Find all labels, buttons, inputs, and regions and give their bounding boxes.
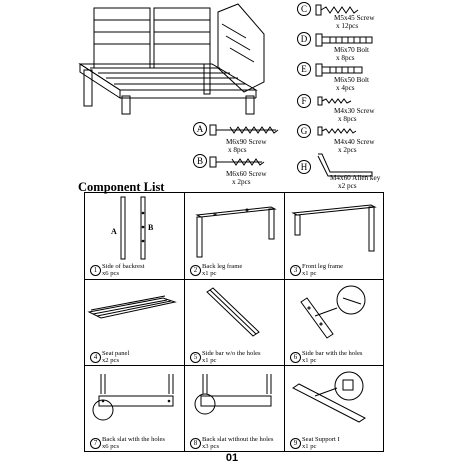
side-bar-no-holes-icon bbox=[185, 280, 285, 350]
allen-key-icon bbox=[316, 152, 376, 176]
hardware-a-name: M6x90 Screw bbox=[226, 138, 267, 146]
component-1-qty: x6 pcs bbox=[102, 270, 120, 277]
component-6-caption bbox=[290, 350, 362, 364]
component-8-caption bbox=[190, 436, 273, 450]
component-5-label: Side bar w/o the holes bbox=[202, 350, 261, 357]
small-screw-icon bbox=[318, 126, 358, 136]
hardware-f-name: M4x30 Screw bbox=[334, 107, 375, 115]
sofa-illustration-icon bbox=[80, 2, 280, 117]
component-3-number: 3 bbox=[290, 265, 301, 276]
component-9-label: Seat Support I bbox=[302, 436, 340, 443]
hardware-b-name: M6x60 Screw bbox=[226, 170, 267, 178]
hardware-b-qty: x 2pcs bbox=[232, 178, 251, 186]
component-4-number: 4 bbox=[90, 352, 101, 363]
bolt-icon bbox=[316, 64, 366, 76]
component-1-number: 1 bbox=[90, 265, 101, 276]
component-grid bbox=[84, 192, 384, 452]
hardware-c-qty: x 12pcs bbox=[336, 22, 359, 30]
hardware-letter-e: E bbox=[297, 62, 311, 76]
hardware-letter-g: G bbox=[297, 124, 311, 138]
component-1-label: Side of backrest bbox=[102, 263, 145, 270]
side-label-a: A bbox=[111, 227, 117, 236]
component-4-caption bbox=[90, 350, 129, 364]
component-2-qty: x1 pc bbox=[202, 270, 217, 277]
hardware-letter-b: B bbox=[193, 154, 207, 168]
hardware-h-name: M4x60 Allen key bbox=[330, 174, 381, 182]
component-2-label: Back leg frame bbox=[202, 263, 243, 270]
component-7-qty: x6 pcs bbox=[102, 443, 120, 450]
back-slat-with-holes-icon bbox=[85, 366, 185, 436]
component-6-qty: x1 pc bbox=[302, 357, 317, 364]
screw-icon bbox=[210, 156, 270, 168]
component-5-caption bbox=[190, 350, 261, 364]
component-1-caption bbox=[90, 263, 144, 277]
long-screw-icon bbox=[210, 124, 280, 136]
hardware-letter-h: H bbox=[297, 160, 311, 174]
hardware-e-name: M6x50 Bolt bbox=[334, 76, 369, 84]
component-6-number: 6 bbox=[290, 352, 301, 363]
component-9-number: 9 bbox=[290, 438, 301, 449]
page-number: 01 bbox=[225, 452, 239, 464]
component-7-caption bbox=[90, 436, 165, 450]
hardware-a-qty: x 8pcs bbox=[228, 146, 247, 154]
component-7-label: Back slat with the holes bbox=[102, 436, 165, 443]
seat-support-icon bbox=[285, 366, 385, 436]
hardware-e-qty: x 4pcs bbox=[336, 84, 355, 92]
component-3-label: Front leg frame bbox=[302, 263, 344, 270]
component-8-qty: x3 pcs bbox=[202, 443, 220, 450]
component-list-title: Component List bbox=[78, 180, 165, 194]
hardware-h-qty: x2 pcs bbox=[338, 182, 357, 190]
back-slat-without-holes-icon bbox=[185, 366, 285, 436]
hardware-letter-a: A bbox=[193, 122, 207, 136]
component-4-qty: x2 pcs bbox=[102, 357, 120, 364]
hardware-c-name: M5x45 Screw bbox=[334, 14, 375, 22]
component-3-caption bbox=[290, 263, 343, 277]
side-bar-with-holes-icon bbox=[285, 280, 385, 350]
component-8-number: 8 bbox=[190, 438, 201, 449]
component-5-number: 5 bbox=[190, 352, 201, 363]
hardware-g-qty: x 2pcs bbox=[338, 146, 357, 154]
component-7-number: 7 bbox=[90, 438, 101, 449]
hardware-letter-c: C bbox=[297, 2, 311, 16]
component-2-caption bbox=[190, 263, 242, 277]
component-6-label: Side bar with the holes bbox=[302, 350, 363, 357]
component-9-caption bbox=[290, 436, 340, 450]
component-5-qty: x1 pc bbox=[202, 357, 217, 364]
front-leg-frame-icon bbox=[285, 193, 385, 263]
back-leg-frame-icon bbox=[185, 193, 285, 263]
hardware-d-qty: x 8pcs bbox=[336, 54, 355, 62]
hardware-d-name: M6x70 Bolt bbox=[334, 46, 369, 54]
component-3-qty: x1 pc bbox=[302, 270, 317, 277]
small-screw-icon bbox=[318, 96, 354, 106]
component-2-number: 2 bbox=[190, 265, 201, 276]
hardware-g-name: M4x40 Screw bbox=[334, 138, 375, 146]
seat-panel-icon bbox=[85, 280, 185, 350]
hardware-letter-d: D bbox=[297, 32, 311, 46]
side-label-b: B bbox=[148, 223, 154, 232]
component-8-label: Back slat without the holes bbox=[202, 436, 274, 443]
hardware-letter-f: F bbox=[297, 94, 311, 108]
bolt-icon bbox=[316, 34, 376, 46]
component-4-label: Seat panel bbox=[102, 350, 130, 357]
component-9-qty: x1 pc bbox=[302, 443, 317, 450]
hardware-f-qty: x 8pcs bbox=[338, 115, 357, 123]
backrest-side-icon bbox=[85, 193, 185, 263]
